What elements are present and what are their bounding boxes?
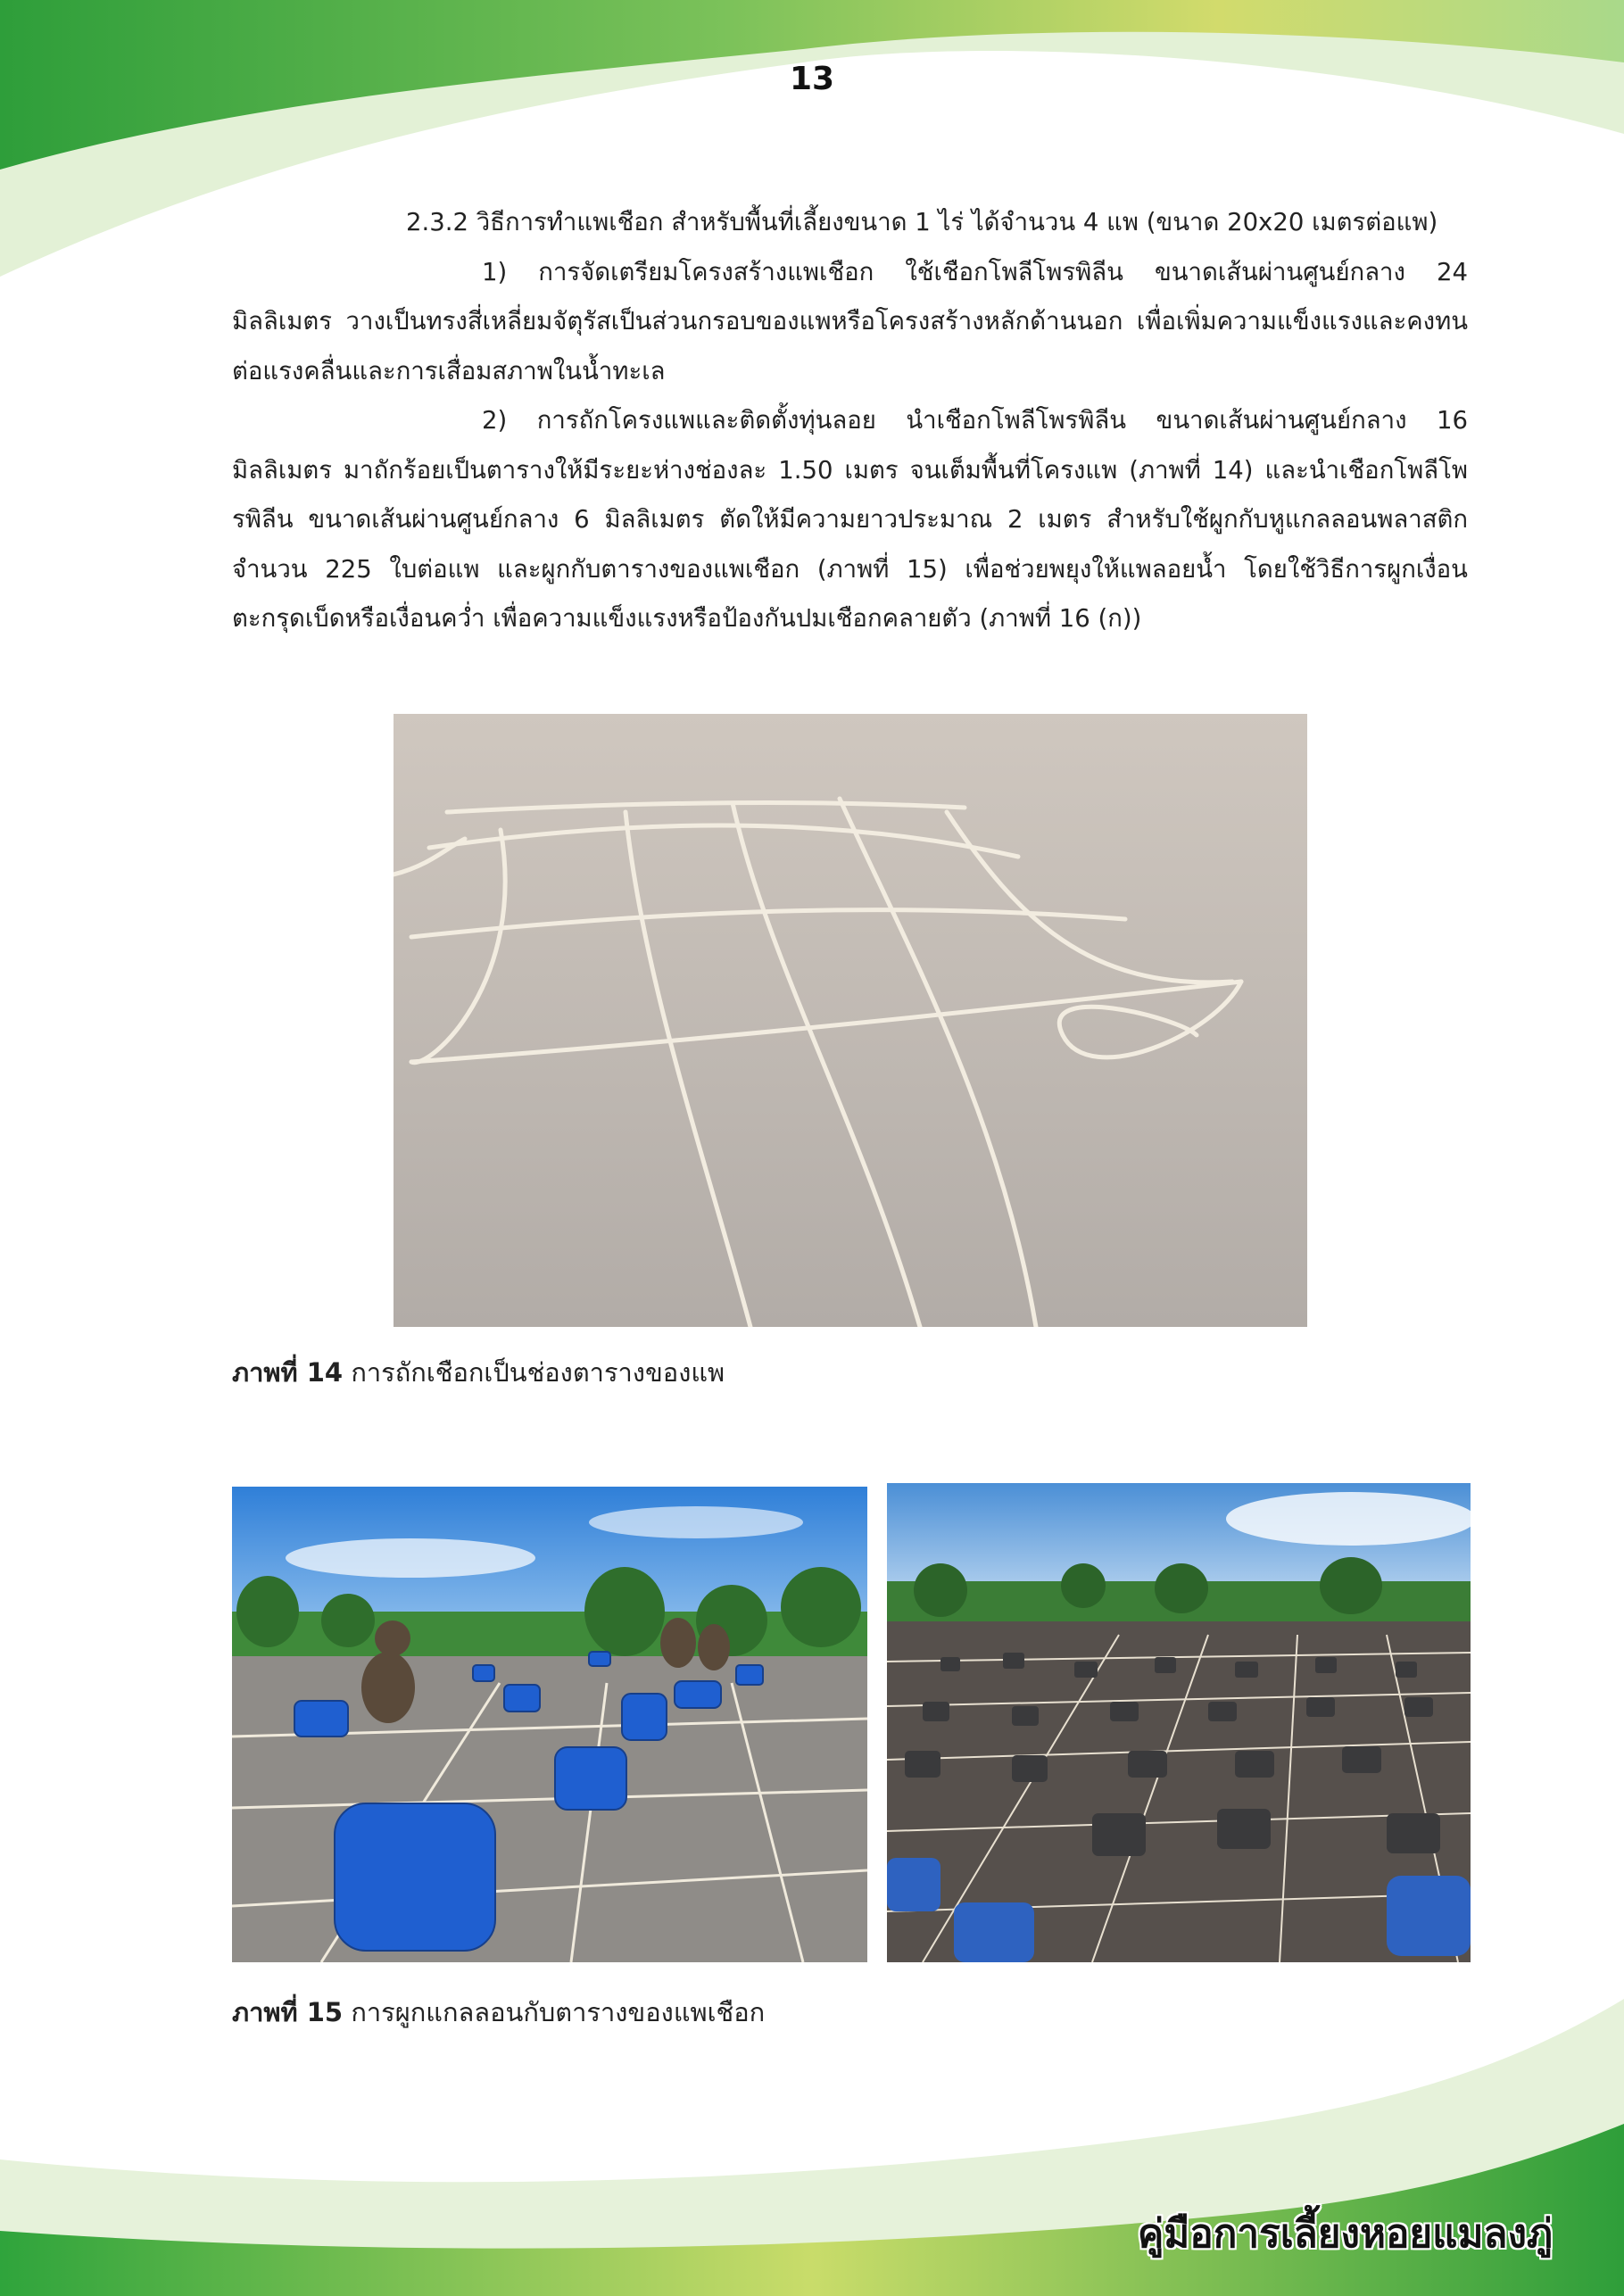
paragraph-heading: 2.3.2 วิธีการทำแพเชือก สำหรับพื้นที่เลี้ยงขนาด 1 ไร่ ได้จำนวน 4 แพ (ขนาด 20x20 เมตรต่อแพ) — [406, 208, 1438, 236]
body-text — [232, 198, 1468, 644]
paragraph-1: 1) การจัดเตรียมโครงสร้างแพเชือก ใช้เชือกโพลีโพรพิลีน ขนาดเส้นผ่านศูนย์กลาง 24 มิลลิเมตร วางเป็นทรงสี่เหลี่ยมจัตุรัสเป็นส่วนกรอบของแพหรือโครงสร้างหลักด้านนอก เพื่อเพิ่มความแข็งแรงและคงทนต่อแรงคลื่นและการเสื่อมสภาพในน้ำทะเล — [232, 257, 1468, 385]
figure-14-caption — [232, 1352, 725, 1393]
figure-14-photo — [394, 714, 1307, 1327]
figure-15-photo-left — [232, 1487, 867, 1962]
figure-14-text: การถักเชือกเป็นช่องตารางของแพ — [351, 1357, 725, 1388]
figure-15-caption — [232, 1992, 765, 2033]
footer-title: คู่มือการเลี้ยงหอยแมลงภู่ — [1137, 2211, 1553, 2257]
figure-15-photo-right — [887, 1483, 1471, 1962]
paragraph-2: 2) การถักโครงแพและติดตั้งทุ่นลอย นำเชือกโพลีโพรพิลีน ขนาดเส้นผ่านศูนย์กลาง 16 มิลลิเมตร มาถักร้อยเป็นตารางให้มีระยะห่างช่องละ 1.50 เมตร จนเต็มพื้นที่โครงแพ (ภาพที่ 14) และนำเชือกโพลีโพรพิลีน ขนาดเส้นผ่านศูนย์กลาง 6 มิลลิเมตร ตัดให้มีความยาวประมาณ 2 เมตร สำหรับใช้ผูกกับหูแกลลอนพลาสติก จำนวน 225 ใบต่อแพ และผูกกับตารางของแพเชือก (ภาพที่ 15) เพื่อช่วยพยุงให้แพลอยน้ำ โดยใช้วิธีการผูกเงื่อนตะกรุดเบ็ดหรือเงื่อนคว่ำ เพื่อความแข็งแรงหรือป้องกันปมเชือกคลายตัว (ภาพที่ 16 (ก)) — [232, 406, 1468, 633]
figure-15-text: การผูกแกลลอนกับตารางของแพเชือก — [351, 1997, 766, 2027]
figure-14-label: ภาพที่ 14 — [232, 1357, 344, 1388]
figure-15-label: ภาพที่ 15 — [232, 1997, 344, 2027]
page-number: 13 — [789, 61, 835, 97]
